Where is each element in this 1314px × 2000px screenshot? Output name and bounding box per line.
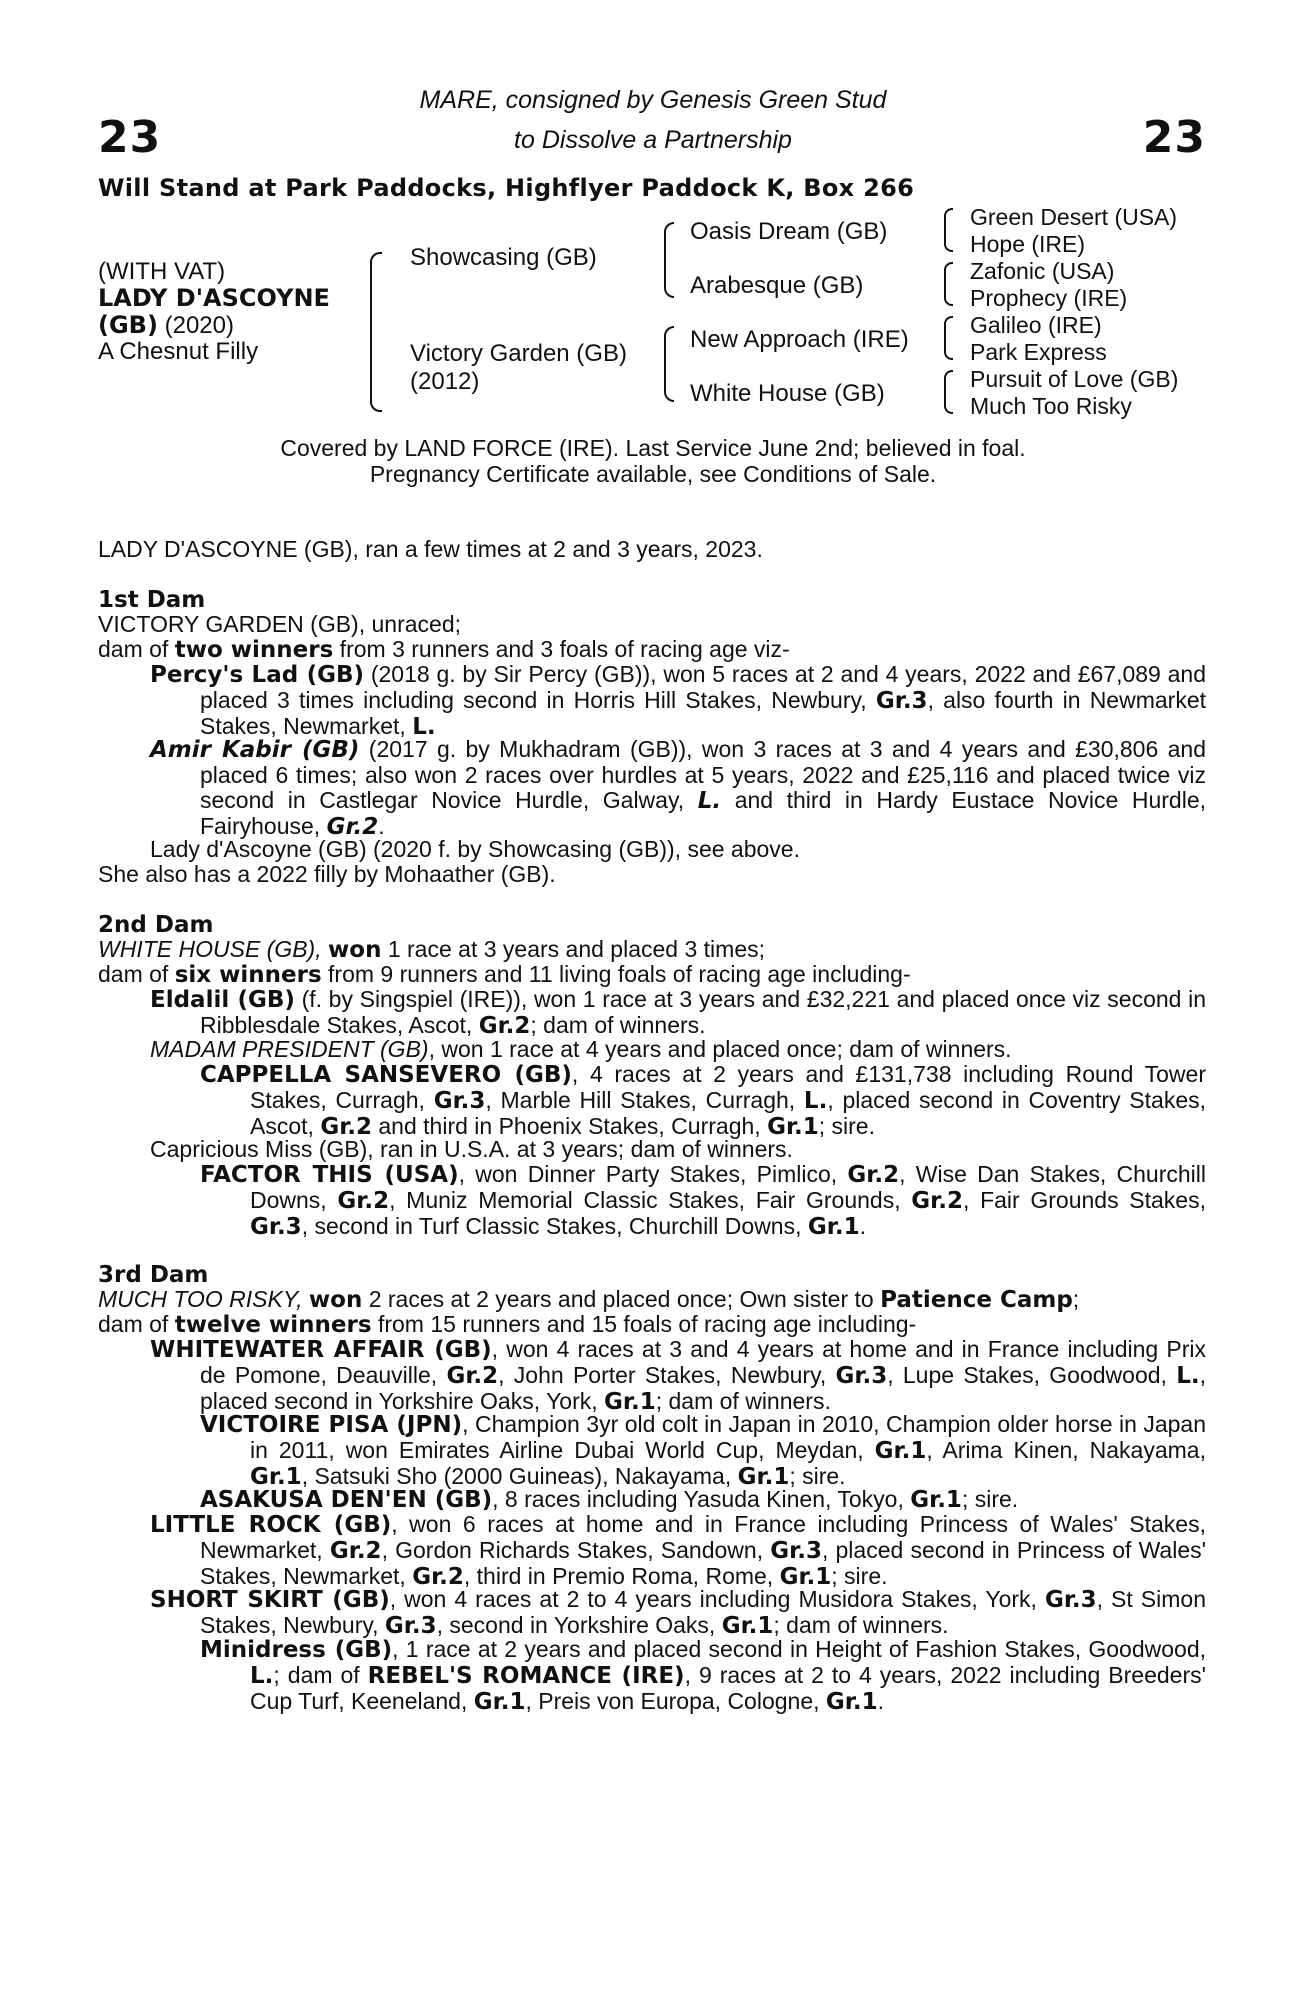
t: ,: [296, 1286, 309, 1312]
produce-short-skirt: [150, 1587, 1206, 1639]
g-brace-1: [944, 208, 953, 252]
produce-minidress: [200, 1637, 1206, 1715]
t: ; sire.: [818, 1113, 875, 1139]
grandsire-4: Prophecy (IRE): [970, 285, 1128, 311]
t: ; sire.: [961, 1486, 1019, 1512]
dam: Victory Garden (GB): [410, 340, 627, 367]
dam-brace: [664, 326, 674, 402]
grade: Gr.1: [910, 1487, 962, 1513]
t: from 3 runners and 3 foals of racing age viz-: [333, 636, 790, 662]
t: .: [378, 813, 385, 839]
t: dam of: [98, 1311, 175, 1337]
t: , John Porter Stakes, Newbury,: [498, 1362, 836, 1388]
t: won: [308, 1287, 363, 1313]
t: , placed second in Coventry Stakes, Ascot,: [250, 1087, 1207, 1139]
first-dam-produce: [98, 637, 790, 663]
g-brace-2: [944, 262, 953, 306]
horse-name: LADY D'ASCOYNE: [98, 284, 330, 312]
t: 2 races at 2 years and placed once; Own sister to: [362, 1286, 881, 1312]
horse-amir-kabir: Amir Kabir (GB): [150, 737, 360, 763]
horse-factor-this: FACTOR THIS (USA): [200, 1162, 459, 1188]
consignor-line: MARE, consigned by Genesis Green Stud: [419, 86, 887, 114]
t: , Champion 3yr old colt in Japan in 2010, Champion older horse in Japan in 2011, won Emirates Airline Dubai World Cup, Meydan,: [250, 1411, 1206, 1463]
t: and third in Phoenix Stakes, Curragh,: [372, 1113, 768, 1139]
grandsire-7: Pursuit of Love (GB): [970, 366, 1179, 392]
grade: Gr.3: [250, 1214, 302, 1240]
grade: Gr.3: [384, 1613, 437, 1639]
produce-asakusa-denen: [200, 1487, 1018, 1513]
grade: Gr.1: [825, 1689, 878, 1715]
t: ; dam of winners.: [655, 1388, 831, 1414]
dam1-note: She also has a 2022 filly by Mohaather (GB).: [98, 861, 556, 887]
t: , Gordon Richards Stakes, Sandown,: [381, 1537, 771, 1563]
horse-rebels-romance: REBEL'S ROMANCE (IRE): [367, 1663, 685, 1689]
pregnancy-note: Pregnancy Certificate available, see Conditions of Sale.: [369, 461, 937, 487]
grade: L.: [1176, 1363, 1200, 1389]
grandsire-5: Galileo (IRE): [970, 312, 1102, 338]
horse-little-rock: LITTLE ROCK (GB): [150, 1512, 392, 1538]
t: , won 4 races at 3 and 4 years at home and in France including Prix de Pomone, Deauville,: [200, 1336, 1206, 1388]
t: , won 4 races at 2 to 4 years including Musidora Stakes, York,: [389, 1586, 1045, 1612]
t: ,: [315, 936, 329, 962]
t: ; sire.: [789, 1463, 846, 1489]
sire-sire: Oasis Dream (GB): [690, 218, 888, 245]
t: , won 1 race at 4 years and placed once; dam of winners.: [428, 1036, 1012, 1062]
produce-lady-dascoyne: Lady d'Ascoyne (GB) (2020 f. by Showcasing (GB)), see above.: [150, 836, 800, 862]
t: , Marble Hill Stakes, Curragh,: [485, 1087, 804, 1113]
t: , Wise Dan Stakes, Churchill Downs,: [250, 1161, 1207, 1213]
produce-factor-this: [200, 1162, 1206, 1240]
grade: Gr.2: [412, 1564, 464, 1590]
produce-percys-lad: [150, 662, 1206, 740]
horse-whitewater-affair: WHITEWATER AFFAIR (GB): [150, 1337, 492, 1363]
t: ; dam of winners.: [530, 1012, 706, 1038]
lot-number-left: 23: [98, 112, 162, 163]
grade: Gr.1: [779, 1564, 832, 1590]
third-dam-title: 3rd Dam: [98, 1262, 209, 1288]
produce-eldalil: [150, 987, 1206, 1039]
consignor-reason: to Dissolve a Partnership: [514, 126, 792, 154]
grade: Gr.3: [875, 688, 928, 714]
horse-year: (2020): [157, 312, 234, 339]
t: , 4 races at 2 years and £131,738 including Round Tower Stakes, Curragh,: [250, 1061, 1206, 1113]
horse-cappella: CAPPELLA SANSEVERO (GB): [200, 1062, 572, 1088]
grade: Gr.2: [320, 1114, 372, 1140]
horse-country-year: [98, 311, 234, 340]
produce-cappella-sansevero: [200, 1062, 1206, 1140]
t: (2017 g. by Mukhadram (GB)), won 3 races at 3 and 4 years and £30,806 and placed 6 times; also won 2 races over hurdles at 5 years, 2022 and £25,116 and placed twice viz second in Castlegar Novice Hurdle, Galway,: [200, 736, 1206, 813]
t: , Lupe Stakes, Goodwood,: [887, 1362, 1177, 1388]
grade: Gr.1: [737, 1464, 790, 1490]
intro-line: LADY D'ASCOYNE (GB), ran a few times at 2 and 3 years, 2023.: [98, 536, 763, 562]
second-dam-line: [98, 937, 765, 963]
t: , 1 race at 2 years and placed second in Height of Fashion Stakes, Goodwood,: [392, 1636, 1207, 1662]
grade: Gr.3: [835, 1363, 888, 1389]
covered-note: Covered by LAND FORCE (IRE). Last Service June 2nd; believed in foal.: [280, 435, 1026, 461]
dam-name: MUCH TOO RISKY: [98, 1286, 297, 1312]
grandsire-8: Much Too Risky: [970, 393, 1132, 419]
t: , 9 races at 2 to 4 years, 2022 including Breeders' Cup Turf, Keeneland,: [250, 1662, 1207, 1714]
winners-count: twelve winners: [174, 1312, 372, 1338]
t: dam of: [98, 636, 175, 662]
grade: Gr.2: [446, 1363, 499, 1389]
grade: Gr.1: [721, 1613, 774, 1639]
grade: Gr.1: [807, 1214, 860, 1240]
horse-patience-camp: Patience Camp: [880, 1287, 1073, 1313]
grade: Gr.3: [1044, 1587, 1097, 1613]
t: dam of: [98, 961, 175, 987]
grade: L.: [412, 714, 436, 740]
grandsire-1: Green Desert (USA): [970, 204, 1178, 230]
third-dam-produce: [98, 1312, 916, 1338]
horse-asakusa-denen: ASAKUSA DEN'EN (GB): [200, 1487, 493, 1513]
grandsire-3: Zafonic (USA): [970, 258, 1115, 284]
t: , third in Premio Roma, Rome,: [463, 1563, 780, 1589]
produce-whitewater-affair: [150, 1337, 1206, 1415]
t: .: [859, 1213, 866, 1239]
grade: L.: [697, 788, 722, 814]
grade: Gr.1: [250, 1464, 302, 1490]
horse-short-skirt: SHORT SKIRT (GB): [150, 1587, 390, 1613]
grade: Gr.2: [478, 1013, 531, 1039]
dam-year: (2012): [410, 368, 480, 395]
grandsire-6: Park Express: [970, 339, 1107, 365]
sire-brace: [664, 222, 674, 298]
grade: Gr.2: [911, 1188, 963, 1214]
grade: Gr.3: [770, 1538, 822, 1564]
g-brace-3: [944, 316, 953, 360]
t: , also fourth in Newmarket Stakes, Newmarket,: [200, 687, 1206, 739]
t: from 15 runners and 15 foals of racing age including-: [371, 1311, 917, 1337]
t: .: [877, 1688, 884, 1714]
vat-note: (WITH VAT): [98, 258, 226, 285]
horse-victoire-pisa: VICTOIRE PISA (JPN): [200, 1412, 463, 1438]
dam-dam: White House (GB): [690, 380, 885, 407]
grade: Gr.3: [433, 1088, 486, 1114]
horse-country: (GB): [98, 311, 158, 339]
stand-location: Will Stand at Park Paddocks, Highflyer Paddock K, Box 266: [98, 174, 915, 202]
first-dam-line: VICTORY GARDEN (GB), unraced;: [98, 611, 462, 637]
t: ; dam of winners.: [773, 1612, 949, 1638]
grade: Gr.2: [329, 1538, 382, 1564]
winners-count: six winners: [174, 962, 322, 988]
produce-madam-president: [150, 1037, 1012, 1062]
grade: Gr.2: [337, 1188, 390, 1214]
horse-eldalil: Eldalil (GB): [150, 987, 295, 1013]
t: from 9 runners and 11 living foals of racing age including-: [321, 961, 911, 987]
grade: Gr.1: [874, 1438, 927, 1464]
t: won: [328, 937, 382, 963]
first-dam-title: 1st Dam: [98, 587, 206, 613]
produce-amir-kabir: [150, 737, 1206, 840]
produce-capricious-miss: Capricious Miss (GB), ran in U.S.A. at 3 years; dam of winners.: [150, 1136, 793, 1162]
second-dam-title: 2nd Dam: [98, 912, 214, 938]
sire-dam: Arabesque (GB): [690, 272, 864, 299]
grandsire-2: Hope (IRE): [970, 231, 1086, 257]
horse-madam-president: MADAM PRESIDENT (GB): [150, 1036, 429, 1062]
dam-sire: New Approach (IRE): [690, 326, 909, 353]
t: , Arima Kinen, Nakayama,: [926, 1437, 1206, 1463]
sire: Showcasing (GB): [410, 244, 597, 271]
t: , Fair Grounds Stakes,: [962, 1187, 1206, 1213]
t: , Satsuki Sho (2000 Guineas), Nakayama,: [301, 1463, 738, 1489]
g-brace-4: [944, 370, 953, 414]
grade: Gr.2: [326, 814, 379, 840]
t: , second in Turf Classic Stakes, Churchill Downs,: [301, 1213, 808, 1239]
t: ; dam of: [273, 1662, 368, 1688]
second-dam-produce: [98, 962, 911, 988]
t: , won 6 races at home and in France including Princess of Wales' Stakes, Newmarket,: [200, 1511, 1206, 1563]
t: ;: [1072, 1286, 1080, 1312]
lot-number-right: 23: [1142, 112, 1206, 163]
t: , second in Yorkshire Oaks,: [436, 1612, 722, 1638]
t: , Muniz Memorial Classic Stakes, Fair Grounds,: [389, 1187, 912, 1213]
horse-percys-lad: Percy's Lad (GB): [150, 662, 365, 688]
grade: Gr.1: [604, 1389, 656, 1415]
t: 1 race at 3 years and placed 3 times;: [381, 936, 765, 962]
third-dam-line: [98, 1287, 1079, 1313]
t: , 8 races including Yasuda Kinen, Tokyo,: [492, 1486, 911, 1512]
grade: Gr.2: [847, 1162, 900, 1188]
grade: L.: [250, 1663, 274, 1689]
t: , St Simon Stakes, Newbury,: [200, 1586, 1206, 1638]
t: ; sire.: [831, 1563, 888, 1589]
t: , won Dinner Party Stakes, Pimlico,: [458, 1161, 848, 1187]
produce-victoire-pisa: [200, 1412, 1206, 1490]
t: , placed second in Princess of Wales' Stakes, Newmarket,: [200, 1537, 1207, 1589]
t: , Preis von Europa, Cologne,: [525, 1688, 826, 1714]
grade: Gr.1: [767, 1114, 819, 1140]
t: and third in Hardy Eustace Novice Hurdle, Fairyhouse,: [200, 787, 1206, 839]
t: (f. by Singspiel (IRE)), won 1 race at 3 years and £32,221 and placed once viz second in Ribblesdale Stakes, Ascot,: [200, 986, 1206, 1038]
horse-minidress: Minidress (GB): [200, 1637, 393, 1663]
grade: L.: [803, 1088, 828, 1114]
dam-name: WHITE HOUSE (GB): [98, 936, 316, 962]
pedigree-brace: [370, 252, 382, 412]
t: , placed second in Yorkshire Oaks, York,: [200, 1362, 1206, 1414]
winners-count: two winners: [174, 637, 334, 663]
t: (2018 g. by Sir Percy (GB)), won 5 races at 2 and 4 years, 2022 and £67,089 and placed 3 times including second in Horris Hill Stakes, Newbury,: [200, 661, 1207, 713]
horse-description: A Chesnut Filly: [98, 338, 259, 365]
grade: Gr.1: [473, 1689, 526, 1715]
produce-little-rock: [150, 1512, 1206, 1590]
